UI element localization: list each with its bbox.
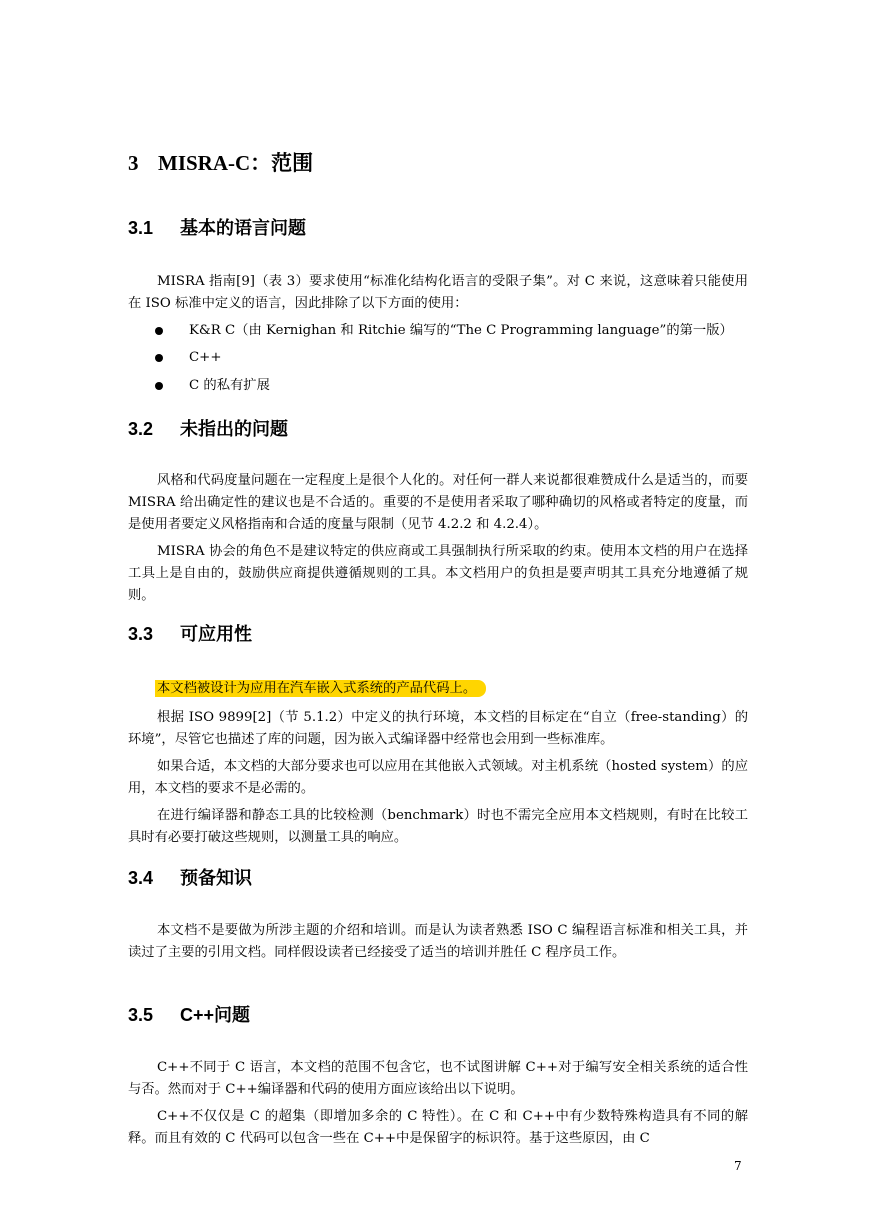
- paragraph: 本文档不是要做为所涉主题的介绍和培训。而是认为读者熟悉 ISO C 编程语言标准和相关工具，并读过了主要的引用文档。同样假设读者已经接受了适当的培训并胜任 C 程序员工作。: [128, 923, 748, 960]
- section-heading-3-5: [128, 1004, 250, 1026]
- section-number: 3.5: [128, 1005, 154, 1025]
- section-heading-3-1: [128, 217, 306, 239]
- bullet-dot-icon: [155, 354, 163, 362]
- paragraph: 根据 ISO 9899[2]（节 5.1.2）中定义的执行环境，本文档的目标定在“自立（free-standing）的环境”，尽管它也描述了库的问题，因为嵌入式编译器中经常也会用到一些标准库。: [128, 710, 748, 747]
- section-title: 未指出的问题: [180, 419, 288, 439]
- paragraph: 在进行编译器和静态工具的比较检测（benchmark）时也不需完全应用本文档规则，有时在比较工具时有必要打破这些规则，以测量工具的响应。: [128, 808, 748, 845]
- paragraph: MISRA 指南[9]（表 3）要求使用“标准化结构化语言的受限子集”。对 C 来说，这意味着只能使用在 ISO 标准中定义的语言，因此排除了以下方面的使用：: [128, 274, 748, 311]
- paragraph: 风格和代码度量问题在一定程度上是很个人化的。对任何一群人来说都很难赞成什么是适当的，而要 MISRA 给出确定性的建议也是不合适的。重要的不是使用者采取了哪种确切的风格或者特定的度量，而是使用者要定义风格指南和合适的度量与限制（见节 4.2.2 和 4.2.4）。: [128, 473, 748, 532]
- highlighted-paragraph: [128, 678, 748, 700]
- section-number: 3.4: [128, 868, 154, 888]
- section-title: 基本的语言问题: [180, 218, 306, 238]
- section-heading-3-2: [128, 418, 288, 440]
- section-title: C++问题: [180, 1005, 251, 1025]
- page-number: 7: [734, 1159, 742, 1173]
- paragraph: C++不同于 C 语言，本文档的范围不包含它，也不试图讲解 C++对于编写安全相关系统的适合性与否。然而对于 C++编译器和代码的使用方面应该给出以下说明。: [128, 1060, 748, 1097]
- bullet-text: C++: [189, 350, 222, 365]
- highlight-mark: 本文档被设计为应用在汽车嵌入式系统的产品代码上。: [155, 680, 486, 697]
- section-heading-3-3: [128, 623, 252, 645]
- bullet-text: C 的私有扩展: [189, 378, 270, 393]
- section-title: 预备知识: [180, 868, 252, 888]
- paragraph: 如果合适，本文档的大部分要求也可以应用在其他嵌入式领域。对主机系统（hosted system）的应用，本文档的要求不是必需的。: [128, 759, 748, 796]
- chapter-heading: [128, 150, 313, 176]
- chapter-number: 3: [128, 151, 139, 175]
- paragraph: C++不仅仅是 C 的超集（即增加多余的 C 特性）。在 C 和 C++中有少数特殊构造具有不同的解释。而且有效的 C 代码可以包含一些在 C++中是保留字的标识符。基于这些原因，由 C: [128, 1109, 748, 1146]
- bullet-dot-icon: [155, 327, 163, 335]
- section-title: 可应用性: [180, 624, 252, 644]
- bullet-dot-icon: [155, 382, 163, 390]
- section-number: 3.3: [128, 624, 154, 644]
- chapter-title: MISRA-C：范围: [158, 151, 314, 175]
- section-heading-3-4: [128, 867, 252, 889]
- section-number: 3.1: [128, 218, 154, 238]
- section-number: 3.2: [128, 419, 154, 439]
- bullet-text: K&R C（由 Kernighan 和 Ritchie 编写的“The C Programming language”的第一版）: [189, 323, 733, 338]
- paragraph: MISRA 协会的角色不是建议特定的供应商或工具强制执行所采取的约束。使用本文档的用户在选择工具上是自由的，鼓励供应商提供遵循规则的工具。本文档用户的负担是要声明其工具充分地遵循了规则。: [128, 544, 748, 603]
